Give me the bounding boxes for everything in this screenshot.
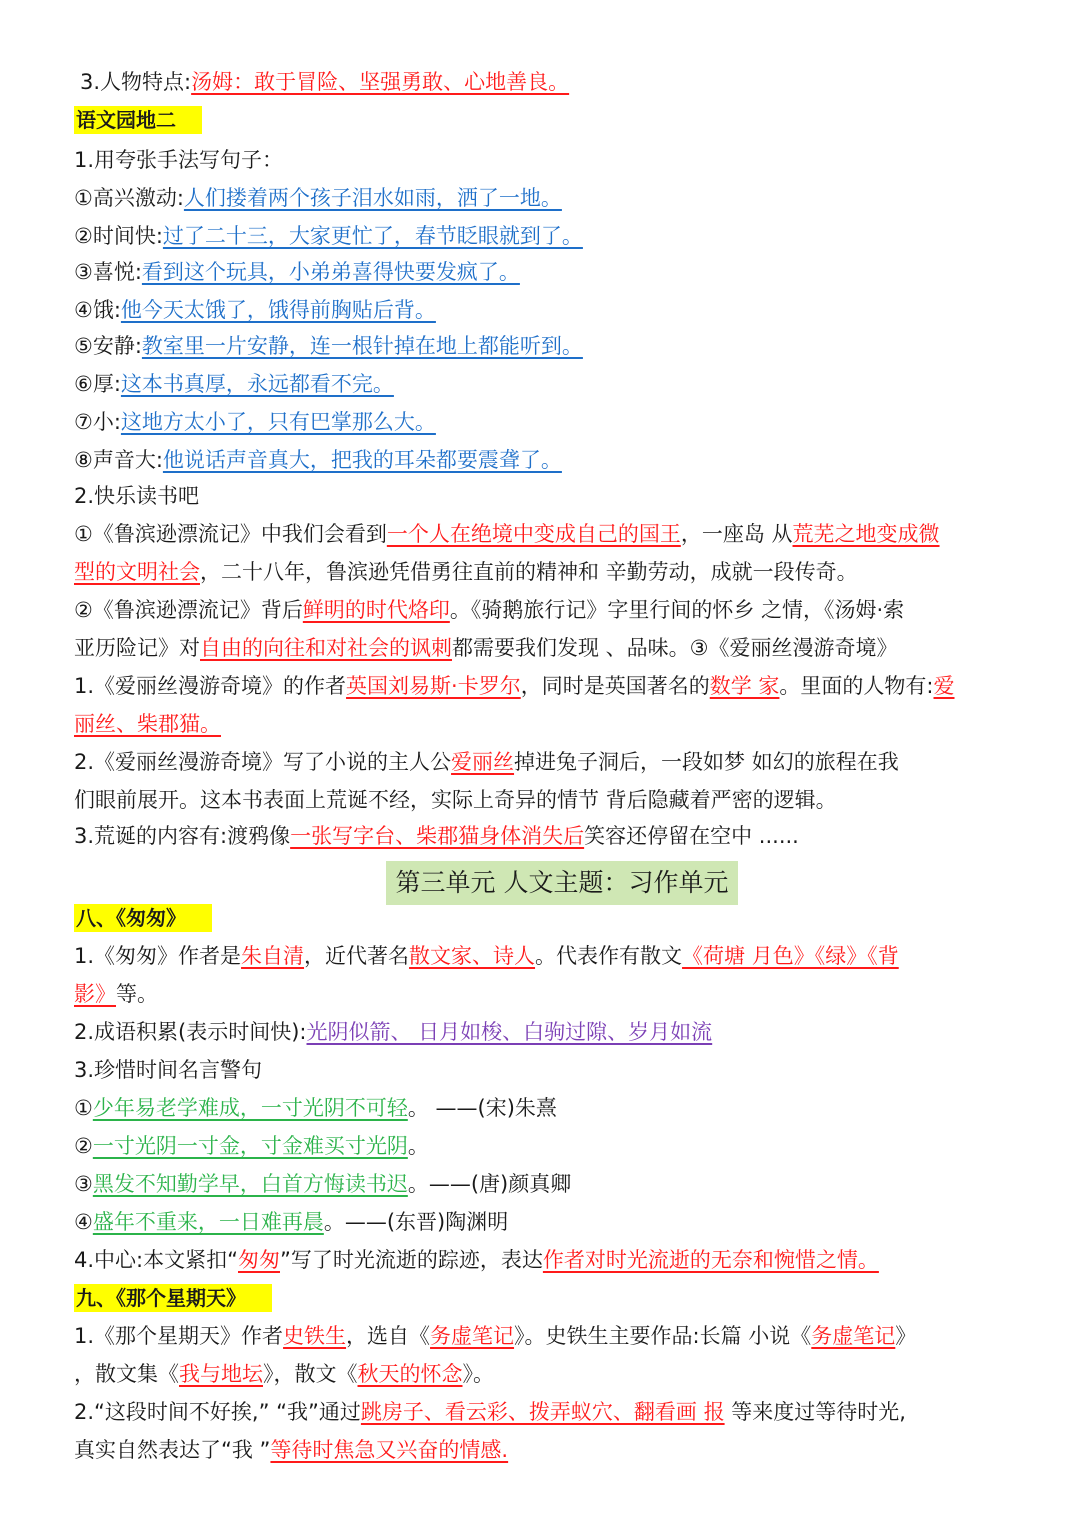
text-line — [74, 1128, 1010, 1165]
text-run: ② — [74, 1134, 93, 1158]
highlighted-answer: 光阴似箭、 日月如梭、白驹过隙、岁月如流 — [306, 1020, 713, 1044]
highlighted-answer: 一个人在绝境中变成自己的国王 — [386, 522, 681, 546]
highlighted-answer: 教室里一片安静，连一根针掉在地上都能听到。 — [141, 334, 583, 358]
highlighted-answer: 看到这个玩具，小弟弟喜得快要发疯了。 — [141, 260, 520, 284]
highlighted-answer: 影》 — [74, 982, 116, 1006]
text-run: 掉进兔子洞后，一段如梦 如幻的旅程在我 — [514, 750, 899, 774]
highlighted-answer: 盛年不重来，一日难再晨 — [92, 1210, 324, 1234]
text-line — [74, 1394, 1010, 1431]
section-heading: 语文园地二 — [74, 106, 202, 134]
text-line — [74, 328, 1010, 365]
highlighted-answer: 一寸光阴一寸金，寸金难买寸光阴 — [92, 1134, 408, 1158]
highlighted-answer: 爱丽丝 — [451, 750, 515, 774]
text-run: 2.“这段时间不好挨,” “我”通过 — [74, 1400, 361, 1424]
text-line — [74, 102, 1010, 139]
unit-title: 第三单元 人文主题：习作单元 — [386, 861, 738, 905]
text-run: 。里面的人物有: — [779, 674, 934, 698]
text-run: 1.《爱丽丝漫游奇境》的作者 — [74, 674, 347, 698]
text-run: 2.快乐读书吧 — [74, 484, 200, 508]
highlighted-answer: 人们搂着两个孩子泪水如雨，洒了一地。 — [183, 186, 562, 210]
text-run: 2.《爱丽丝漫游奇境》写了小说的主人公 — [74, 750, 452, 774]
text-line — [74, 706, 1010, 743]
text-run: ②时间快: — [74, 224, 163, 248]
text-run: ，同时是英国著名的 — [520, 674, 710, 698]
text-run: 。《骑鹅旅行记》字里行间的怀乡 之情，《汤姆·索 — [449, 598, 905, 622]
highlighted-answer: 丽丝、柴郡猫。 — [74, 712, 221, 736]
highlighted-answer: 少年易老学难成，一寸光阴不可轻 — [92, 1096, 408, 1120]
highlighted-answer: 秋天的怀念 — [357, 1362, 463, 1386]
text-run: 。——(唐)颜真卿 — [407, 1172, 572, 1196]
highlighted-answer: 黑发不知勤学早，白首方悔读书迟 — [92, 1172, 408, 1196]
text-line — [74, 938, 1010, 975]
text-run: 》 — [895, 1324, 917, 1348]
highlighted-answer: 这本书真厚，永远都看不完。 — [120, 372, 394, 396]
text-run: ⑧声音大: — [74, 448, 163, 472]
text-run: 。 ——(宋)朱熹 — [407, 1096, 557, 1120]
text-line — [74, 1318, 1010, 1355]
text-line — [74, 1204, 1010, 1241]
text-line — [74, 180, 1010, 217]
highlighted-answer: 等待时焦急又兴奋的情感. — [270, 1438, 509, 1462]
text-line — [74, 900, 1010, 937]
text-run: 》，散文《 — [263, 1362, 358, 1386]
highlighted-answer: 他说话声音真大，把我的耳朵都要震聋了。 — [162, 448, 562, 472]
text-line — [74, 404, 1010, 441]
text-line — [74, 818, 1010, 855]
highlighted-answer: 英国刘易斯·卡罗尔 — [346, 674, 521, 698]
text-run: 真实自然表达了“我 ” — [74, 1438, 271, 1462]
text-run: ① — [74, 1096, 93, 1120]
highlighted-answer: 跳房子、看云彩、拨弄蚁穴、翻看画 报 — [360, 1400, 725, 1424]
highlighted-answer: 这地方太小了，只有巴掌那么大。 — [120, 410, 436, 434]
highlighted-answer: 荒芜之地变成微 — [792, 522, 940, 546]
text-run: 3.荒诞的内容有:渡鸦像 — [74, 824, 291, 848]
text-line — [74, 1242, 1010, 1279]
text-run: 等来度过等待时光, — [724, 1400, 906, 1424]
text-line — [74, 1014, 1010, 1051]
text-run: 笑容还停留在空中 ...... — [584, 824, 799, 848]
text-line — [74, 218, 1010, 255]
highlighted-answer: 散文家、诗人 — [409, 944, 536, 968]
section-heading: 九、《那个星期天》 — [74, 1284, 272, 1312]
highlighted-answer: 型的文明社会 — [74, 560, 200, 584]
text-line — [74, 1166, 1010, 1203]
text-run: ①高兴激动: — [74, 186, 184, 210]
text-run: ①《鲁滨逊漂流记》中我们会看到 — [74, 522, 387, 546]
highlighted-answer: 他今天太饿了，饿得前胸贴后背。 — [120, 298, 436, 322]
highlighted-answer: 鲜明的时代烙印 — [302, 598, 450, 622]
highlighted-answer: 汤姆：敢于冒险、坚强勇敢、心地善良。 — [191, 70, 570, 94]
highlighted-answer: 务虚笔记 — [811, 1324, 896, 1348]
text-run: ，近代著名 — [304, 944, 410, 968]
highlighted-answer: 自由的向往和对社会的讽刺 — [200, 636, 452, 660]
highlighted-answer: 务虚笔记 — [430, 1324, 515, 1348]
text-run: ⑤安静: — [74, 334, 142, 358]
text-run: ②《鲁滨逊漂流记》背后 — [74, 598, 303, 622]
text-run: 》。 — [462, 1362, 494, 1386]
highlighted-answer: 朱自清 — [241, 944, 305, 968]
text-run: 。 — [407, 1134, 429, 1158]
text-line — [74, 366, 1010, 403]
highlighted-answer: 数学 家 — [709, 674, 780, 698]
highlighted-answer: 匆匆 — [238, 1248, 280, 1272]
text-line — [74, 976, 1010, 1013]
text-run: ⑥厚: — [74, 372, 121, 396]
text-run: 3.人物特点: — [80, 70, 192, 94]
text-run: 。——(东晋)陶渊明 — [323, 1210, 509, 1234]
highlighted-answer: 作者对时光流逝的无奈和惋惜之情。 — [542, 1248, 879, 1272]
text-line — [74, 592, 1010, 629]
text-run: ⑦小: — [74, 410, 121, 434]
text-line — [74, 142, 1010, 179]
text-line — [74, 254, 1010, 291]
text-run: 1.《那个星期天》作者 — [74, 1324, 284, 1348]
text-run: ，二十八年，鲁滨逊凭借勇往直前的精神和 辛勤劳动，成就一段传奇。 — [200, 560, 858, 584]
highlighted-answer: 爱 — [933, 674, 955, 698]
text-line — [74, 744, 1010, 781]
highlighted-answer: 我与地坛 — [179, 1362, 263, 1386]
text-line — [74, 782, 1010, 819]
text-line — [74, 554, 1010, 591]
text-line — [74, 630, 1010, 667]
text-run: ”写了时光流逝的踪迹，表达 — [280, 1248, 543, 1272]
text-run: 》。史铁生主要作品:长篇 小说《 — [514, 1324, 812, 1348]
text-run: 都需要我们发现 、品味。③《爱丽丝漫游奇境》 — [452, 636, 898, 660]
text-line — [74, 292, 1010, 329]
text-run: ，散文集《 — [74, 1362, 179, 1386]
text-line — [74, 1432, 1010, 1469]
text-run: ④饿: — [74, 298, 121, 322]
text-run: ③喜悦: — [74, 260, 142, 284]
text-run: 3.珍惜时间名言警句 — [74, 1058, 263, 1082]
text-run: 2.成语积累(表示时间快): — [74, 1020, 307, 1044]
text-run: 1.用夸张手法写句子： — [74, 148, 284, 172]
text-run: 1.《匆匆》作者是 — [74, 944, 242, 968]
highlighted-answer: 一张写字台、柴郡猫身体消失后 — [290, 824, 585, 848]
text-run: ④ — [74, 1210, 93, 1234]
text-run: 等。 — [116, 982, 158, 1006]
section-heading: 八、《匆匆》 — [74, 904, 212, 932]
text-line — [74, 1280, 1010, 1317]
text-line — [74, 442, 1010, 479]
text-run: ③ — [74, 1172, 93, 1196]
text-run: ，选自《 — [346, 1324, 431, 1348]
text-line — [74, 1090, 1010, 1127]
text-line — [74, 1052, 1010, 1089]
highlighted-answer: 过了二十三，大家更忙了，春节眨眼就到了。 — [162, 224, 583, 248]
text-line — [80, 64, 1016, 101]
text-run: 亚历险记》对 — [74, 636, 200, 660]
text-line — [74, 668, 1010, 705]
text-run: 。代表作有散文 — [535, 944, 683, 968]
text-line — [74, 516, 1010, 553]
text-line — [74, 1356, 1010, 1393]
highlighted-answer: 《荷塘 月色》《绿》《背 — [682, 944, 899, 968]
text-run: 们眼前展开。这本书表面上荒诞不经，实际上奇异的情节 背后隐藏着严密的逻辑。 — [74, 788, 837, 812]
text-run: ，一座岛 从 — [680, 522, 793, 546]
text-line — [74, 478, 1010, 515]
highlighted-answer: 史铁生 — [283, 1324, 347, 1348]
text-run: 4.中心:本文紧扣“ — [74, 1248, 238, 1272]
